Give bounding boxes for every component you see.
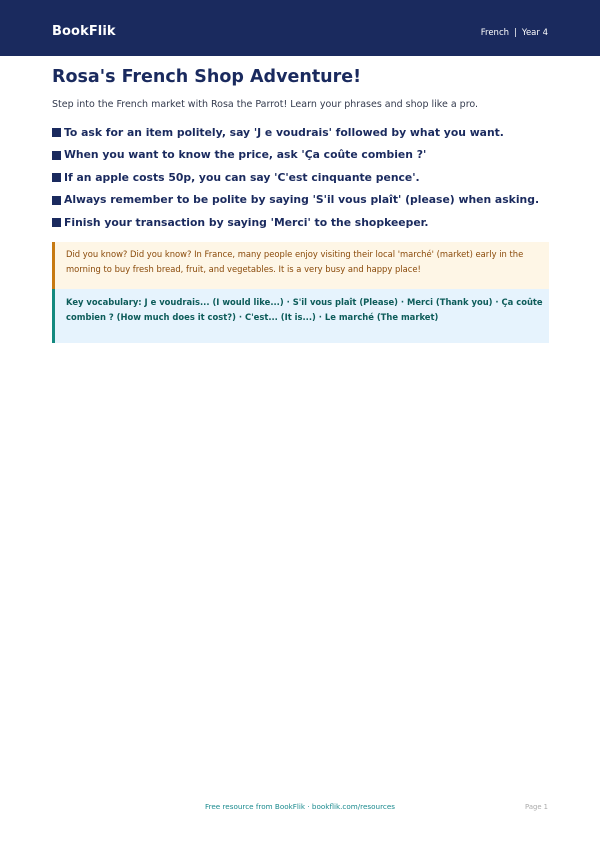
header-meta — [481, 0, 548, 56]
key-point-text: If an apple costs 50p, you can say 'C'est cinquante pence'. — [64, 170, 420, 184]
key-point-text: Always remember to be polite by saying 'S'il vous plaît' (please) when asking. — [64, 193, 540, 207]
key-point-text: Finish your transaction by saying 'Merci' to the shopkeeper. — [64, 215, 429, 229]
page-title: Rosa's French Shop Adventure! — [52, 67, 362, 87]
meta-separator: | — [514, 28, 517, 38]
page-number: Page 1 — [525, 803, 548, 811]
header-bar — [0, 0, 600, 56]
key-point — [52, 144, 539, 167]
key-point — [52, 121, 539, 144]
square-bullet-icon — [52, 196, 61, 205]
brand-logo-text: BookFlik — [52, 24, 116, 39]
footer-resource-link[interactable]: Free resource from BookFlik · bookflik.com/resources — [204, 802, 396, 811]
square-bullet-icon — [52, 173, 61, 182]
key-point — [52, 211, 539, 234]
key-point — [52, 189, 539, 212]
square-bullet-icon — [52, 151, 61, 160]
intro-text: Step into the French market with Rosa the Parrot! Learn your phrases and shop like a pro. — [52, 99, 479, 110]
level-label: Year 4 — [521, 28, 548, 38]
square-bullet-icon — [52, 218, 61, 227]
key-vocabulary-callout: Key vocabulary: J e voudrais... (I would like...) · S'il vous plaît (Please) · Merci (Thank you) · Ça coûte combien ? (How much does it cost?) · C'est... (It is...) · Le marché (The market) — [52, 289, 549, 343]
square-bullet-icon — [52, 128, 61, 137]
key-points-list — [52, 121, 539, 234]
subject-label: French — [480, 28, 510, 38]
did-you-know-callout: Did you know? Did you know? In France, many people enjoy visiting their local 'marché' (market) early in the morning to buy fresh bread, fruit, and vegetables. It is a very busy and happy place! — [52, 242, 549, 289]
key-point-text: To ask for an item politely, say 'J e voudrais' followed by what you want. — [64, 125, 504, 139]
key-point — [52, 166, 539, 189]
key-point-text: When you want to know the price, ask 'Ça coûte combien ?' — [64, 148, 427, 162]
